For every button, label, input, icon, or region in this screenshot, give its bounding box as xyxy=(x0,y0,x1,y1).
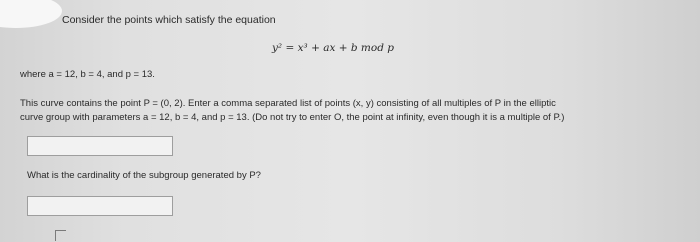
parameters-text: where a = 12, b = 4, and p = 13. xyxy=(20,69,155,80)
question-text-line-1: This curve contains the point P = (0, 2). Enter a comma separated list of points (x, y) consisting of all multiples of P in the elliptic xyxy=(20,98,556,109)
corner-blob xyxy=(0,0,62,28)
curve-equation: y² = x³ + ax + b mod p xyxy=(272,42,394,54)
question-text-line-2: curve group with parameters a = 12, b = 4, and p = 13. (Do not try to enter O, the point at infinity, even though it is a multiple of P.) xyxy=(20,112,565,123)
multiples-answer-input[interactable] xyxy=(27,136,173,156)
cursor-icon xyxy=(55,230,66,241)
cardinality-question: What is the cardinality of the subgroup generated by P? xyxy=(27,170,261,181)
cardinality-answer-input[interactable] xyxy=(27,196,173,216)
intro-text: Consider the points which satisfy the equation xyxy=(62,14,276,26)
